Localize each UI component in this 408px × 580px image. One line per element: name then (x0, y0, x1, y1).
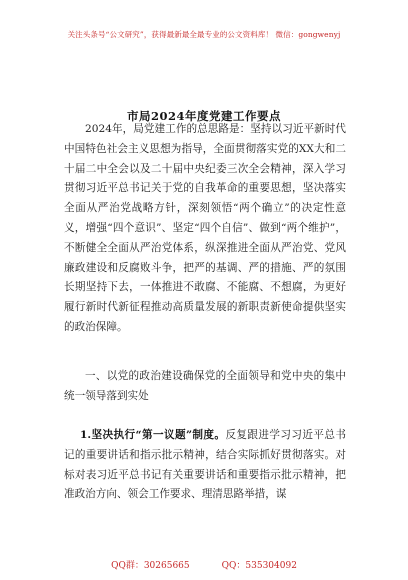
footer-qq-group: QQ群：30265665 (111, 561, 190, 571)
section-heading: 一、以党的政治建设确保党的全面领导和党中央的集中统一领导落到实处 (64, 370, 346, 402)
document-title: 市局2024年度党建工作要点 (126, 109, 281, 123)
item-paragraph (64, 426, 346, 505)
intro-paragraph: 2024年，局党建工作的总思路是：坚持以习近平新时代中国特色社会主义思想为指导，全面贯彻落实党的XX大和二十届二中全会以及二十届中央纪委三次全会精神，深入学习贯彻习近平总书记关于党的自我革命的重要思想，坚决落实全面从严治党战略方针，深刻领悟“两个确立”的决定性意义，增强“四个意识”、坚定“四个自信”、做到“两个维护”，不断健全全面从严治党体系，纵深推进全面从严治党、党风廉政建设和反腐败斗争，把严的基调、严的措施、严的氛围长期坚持下去，一体推进不敢腐、不能腐、不想腐，为更好履行新时代新征程推动高质量发展的新职责新使命提供坚实的政治保障。 (64, 123, 346, 333)
footer-contact (0, 558, 408, 571)
footer-qq-number: QQ：535304092 (221, 561, 297, 571)
item-lead-text: 1.坚决执行“第一议题”制度。 (80, 429, 226, 441)
item-body-text: 反复跟进学习习近平总书记的重要讲话和指示批示精神，结合实际抓好贯彻落实。对标对表习近平总书记有关重要讲话和重要指示批示精神，把准政治方向、领会工作要求、理清思路举措，谋 (64, 429, 347, 501)
promo-banner: 关注头条号“公文研究”，获得最新最全最专业的公文资料库！ 微信：gongwenyj (67, 30, 341, 39)
